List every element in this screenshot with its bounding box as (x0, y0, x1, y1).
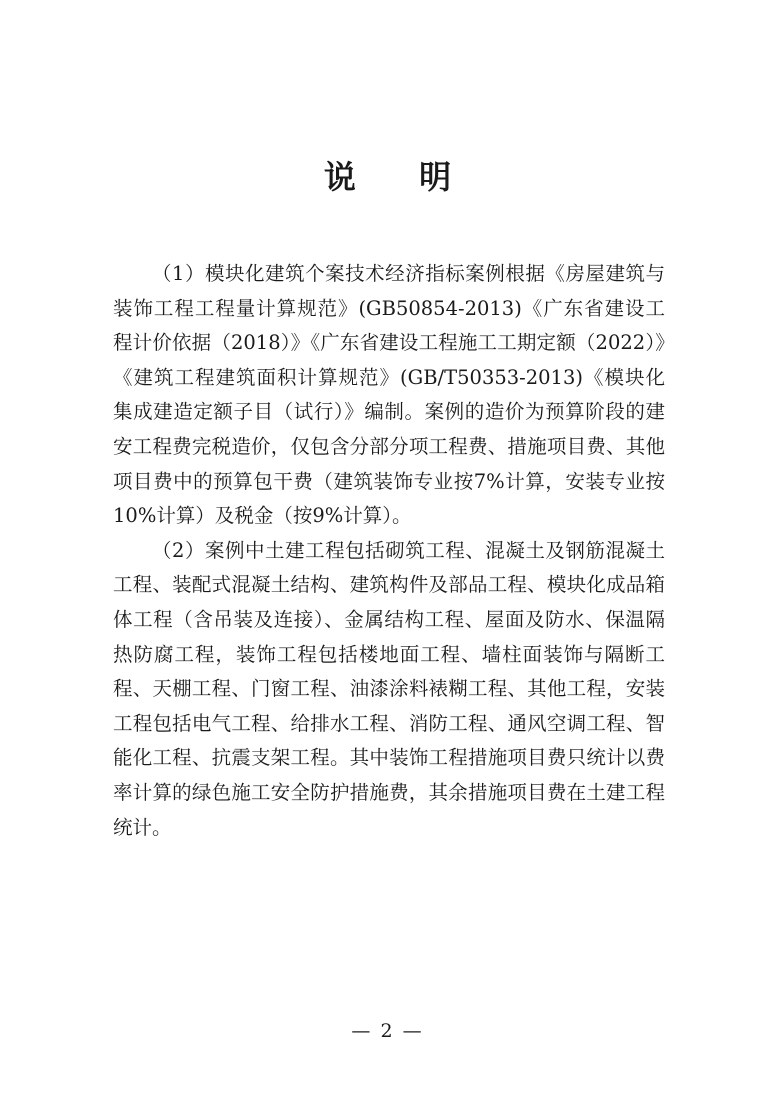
page-title: 说 明 (323, 158, 478, 196)
document-body (113, 257, 665, 845)
page-number: — 2 — (351, 1020, 424, 1042)
paragraph-1: （1）模块化建筑个案技术经济指标案例根据《房屋建筑与装饰工程工程量计算规范》(GB50854-2013)《广东省建设工程计价依据（2018）》《广东省建设工程施工工期定额（2022）》《建筑工程建筑面积计算规范》(GB/T50353-2013)《模块化集成建造定额子目（试行）》编制。案例的造价为预算阶段的建安工程费完税造价，仅包含分部分项工程费、措施项目费、其他项目费中的预算包干费（建筑装饰专业按7%计算，安装专业按10%计算）及税金（按9%计算）。 (113, 262, 665, 528)
paragraph-2: （2）案例中土建工程包括砌筑工程、混凝土及钢筋混凝土工程、装配式混凝土结构、建筑构件及部品工程、模块化成品箱体工程（含吊装及连接）、金属结构工程、屋面及防水、保温隔热防腐工程，装饰工程包括楼地面工程、墙柱面装饰与隔断工程、天棚工程、门窗工程、油漆涂料裱糊工程、其他工程，安装工程包括电气工程、给排水工程、消防工程、通风空调工程、智能化工程、抗震支架工程。其中装饰工程措施项目费只统计以费率计算的绿色施工安全防护措施费，其余措施项目费在土建工程统计。 (113, 538, 665, 839)
